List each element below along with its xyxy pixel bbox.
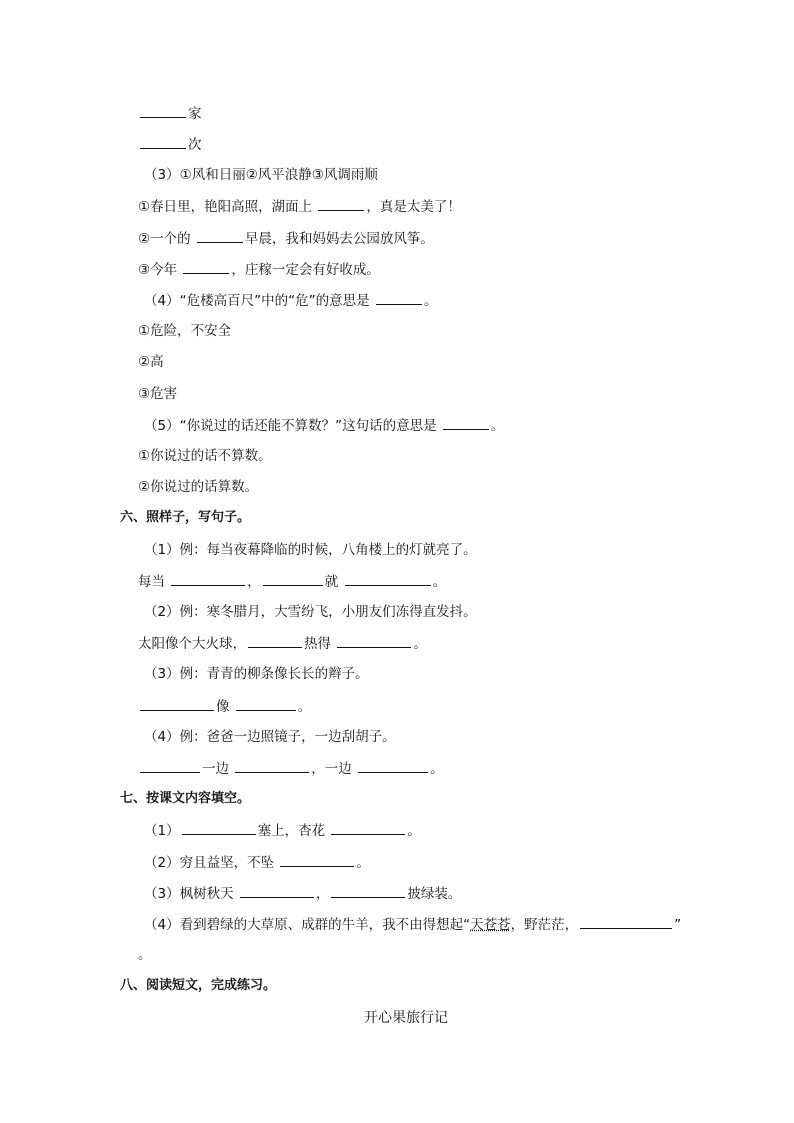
answer-blank[interactable] — [197, 229, 243, 243]
s6-answer-4: 一边 ，一边 。 — [138, 759, 444, 778]
s7-question-4: （4）看到碧绿的大草原、成群的牛羊，我不由得想起“天苍苍，野茫茫， ” — [144, 917, 682, 933]
section-8-title: 八、阅读短文，完成练习。 — [120, 978, 277, 993]
q3-header: （3）①风和日丽②风平浪静③风调雨顺 — [144, 167, 378, 183]
answer-blank[interactable] — [331, 821, 405, 835]
answer-blank[interactable] — [345, 572, 431, 586]
s7-question-1: （1） 塞上，杏花 。 — [144, 823, 421, 839]
s6-answer-1: 每当 ， 就 。 — [138, 574, 447, 590]
q4-option-1: ①危险，不安全 — [138, 323, 232, 339]
answer-blank[interactable] — [236, 697, 296, 711]
q5-option-1: ①你说过的话不算数。 — [138, 448, 272, 464]
answer-blank[interactable] — [140, 697, 214, 711]
q4-option-3: ③危害 — [138, 386, 178, 402]
answer-blank[interactable] — [280, 853, 354, 867]
answer-blank[interactable] — [318, 197, 364, 211]
answer-blank[interactable] — [337, 634, 411, 648]
answer-blank[interactable] — [580, 915, 672, 929]
q4-header: （4）“危楼高百尺”中的“危”的意思是 。 — [144, 293, 438, 309]
q3-sentence-2: ②一个的 早晨，我和妈妈去公园放风筝。 — [138, 231, 434, 247]
blank-line-ci: 次 — [138, 135, 202, 154]
answer-blank[interactable] — [140, 104, 186, 118]
answer-blank[interactable] — [140, 759, 200, 773]
s6-example-1: （1）例：每当夜幕降临的时候，八角楼上的灯就亮了。 — [144, 542, 477, 558]
answer-blank[interactable] — [443, 416, 489, 430]
answer-blank[interactable] — [263, 572, 323, 586]
s6-answer-3: 像 。 — [138, 697, 311, 716]
answer-blank[interactable] — [182, 821, 256, 835]
answer-blank[interactable] — [331, 884, 405, 898]
answer-blank[interactable] — [235, 759, 309, 773]
s6-answer-2: 太阳像个大火球， 热得 。 — [138, 636, 427, 652]
answer-blank[interactable] — [140, 135, 186, 149]
answer-blank[interactable] — [183, 260, 229, 274]
s6-example-2: （2）例：寒冬腊月，大雪纷飞，小朋友们冻得直发抖。 — [144, 604, 477, 620]
q5-option-2: ②你说过的话算数。 — [138, 479, 259, 495]
answer-blank[interactable] — [248, 634, 302, 648]
s7-question-3: （3）枫树秋天 ， 披绿装。 — [144, 886, 462, 902]
passage-title: 开心果旅行记 — [364, 1010, 448, 1026]
s7-question-2: （2）穷且益坚，不坠 。 — [144, 855, 370, 871]
answer-blank[interactable] — [240, 884, 314, 898]
q3-sentence-1: ①春日里，艳阳高照，湖面上 ，真是太美了！ — [138, 199, 461, 215]
answer-blank[interactable] — [358, 759, 428, 773]
q4-option-2: ②高 — [138, 354, 164, 370]
answer-blank[interactable] — [376, 291, 422, 305]
section-7-title: 七、按课文内容填空。 — [120, 791, 251, 806]
q3-sentence-3: ③今年 ，庄稼一定会有好收成。 — [138, 262, 380, 278]
q5-header: （5）“你说过的话还能不算数？”这句话的意思是 。 — [144, 418, 505, 434]
section-6-title: 六、照样子，写句子。 — [120, 510, 251, 525]
s6-example-4: （4）例：爸爸一边照镜子，一边刮胡子。 — [144, 729, 396, 745]
blank-line-jia: 家 — [138, 104, 202, 123]
answer-blank[interactable] — [171, 572, 245, 586]
s7-question-4-end: 。 — [138, 947, 152, 963]
s6-example-3: （3）例：青青的柳条像长长的辫子。 — [144, 666, 369, 682]
